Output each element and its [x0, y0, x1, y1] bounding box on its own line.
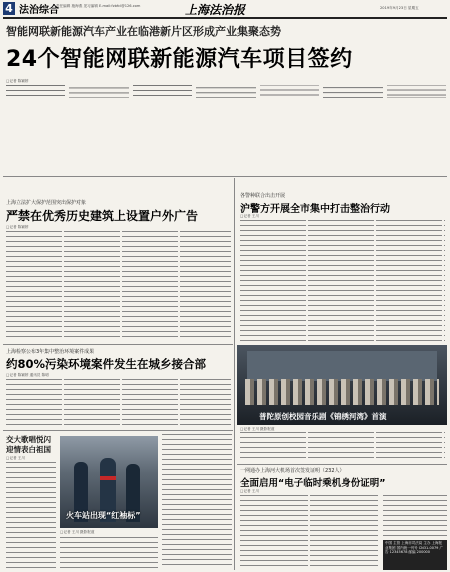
certificates-byline: □记者 王川: [240, 489, 259, 493]
traffic-body: [6, 462, 56, 568]
masthead-meta: 责任编辑 施海燕 见习编辑 E-mail:fzbfcl@126.com: [56, 4, 141, 8]
lower-middle-body: [162, 434, 232, 568]
section-number-badge: 4: [3, 2, 15, 15]
train-body: [60, 537, 158, 568]
heritage-kicker: 上海立法扩大保护范围突出保护对象: [6, 200, 87, 206]
stage-photo-credit: □记者 王川 摄影报道: [240, 427, 275, 431]
section-name: 法治综合: [19, 5, 59, 16]
law-kicker: 各警种联合出击开展: [240, 193, 286, 199]
law-byline: □记者 王川: [240, 214, 259, 218]
lead-headline: 24个智能网联新能源汽车项目签约: [6, 47, 353, 72]
pollution-headline: 约80%污染环境案件发生在城乡接合部: [6, 357, 207, 371]
paper-name: 上海法治报: [185, 3, 246, 17]
body-text-filler: [6, 85, 446, 98]
pollution-divider: [3, 430, 233, 431]
certificates-headline: 全面启用“电子临时乘机身份证明”: [240, 478, 386, 489]
heritage-headline: 严禁在优秀历史建筑上设置户外广告: [6, 209, 199, 223]
train-photo-caption: 火车站出现“红袖标”: [66, 511, 141, 520]
pollution-body: [6, 379, 231, 427]
law-headline: 沪警方开展全市集中打击整治行动: [240, 204, 390, 215]
heritage-divider: [3, 344, 233, 345]
masthead-rule: [3, 17, 447, 19]
red-armband: [100, 476, 116, 480]
lead-kicker: 智能网联新能源汽车产业在临港新片区形成产业集聚态势: [6, 25, 281, 38]
right-upper-body: [383, 495, 447, 538]
certificates-body: [240, 495, 380, 568]
train-station-photo: [60, 436, 158, 528]
stage-backdrop: [247, 351, 437, 381]
pollution-byline: □记者 陈颖婷 通讯员 陈明: [6, 373, 49, 377]
masthead: [0, 0, 450, 22]
ad-box-text: 中国 主管 上海市司法局 主办 上海报业集团 国内统一刊号 CN31-0079 广告 12345678 邮编 200000: [385, 541, 444, 554]
column-divider: [234, 178, 235, 570]
lead-divider: [3, 176, 447, 177]
law-body: [240, 220, 445, 342]
heritage-byline: □记者 陈颖婷: [6, 225, 29, 229]
traffic-headline-2: 迎情表白祖国: [6, 445, 51, 454]
heritage-body: [6, 231, 231, 341]
issue-date: 2019年9月23日 星期五: [380, 6, 419, 10]
stage-photo: [237, 345, 447, 425]
traffic-byline: □记者 王川: [6, 456, 25, 460]
stage-performers: [245, 379, 439, 405]
traffic-headline-1: 交大歌唱悦闪: [6, 435, 51, 444]
lead-body: [6, 85, 446, 173]
pollution-kicker: 上海检察公布3年集中整治环境案件成果: [6, 349, 95, 355]
ad-box: [383, 540, 447, 570]
train-photo-credit: □记者 王川 摄影报道: [60, 530, 95, 534]
stage-body: [240, 432, 445, 462]
lead-byline: □记者 陈颖婷: [6, 79, 29, 83]
stage-photo-caption: 普陀原创校园音乐剧《锦绣河湾》首演: [259, 412, 387, 421]
certificate-divider: [237, 464, 447, 465]
certificates-kicker: 一网通办上海河大机场首次签发证明（232人）: [240, 468, 345, 474]
